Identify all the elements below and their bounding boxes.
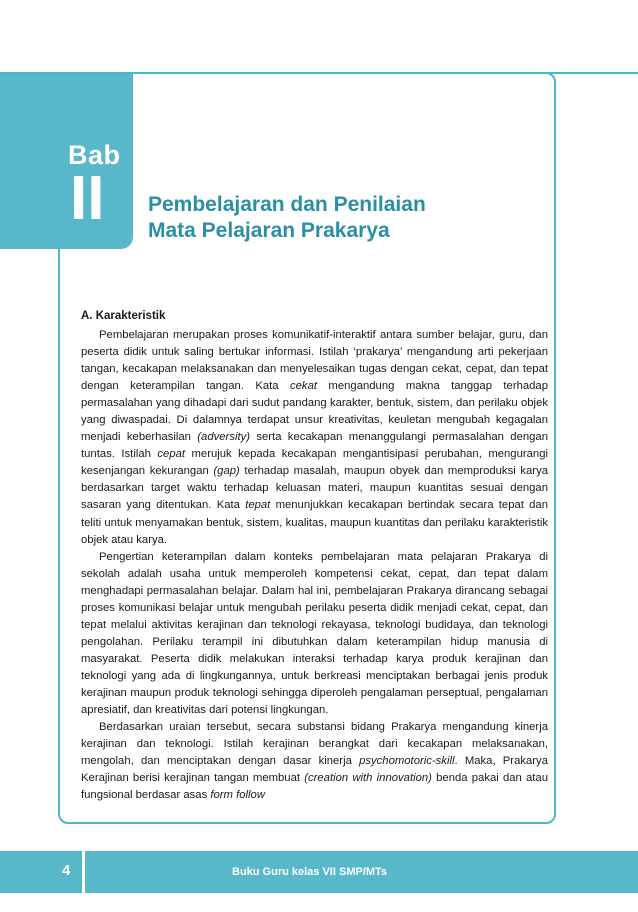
italic-term: cekat — [290, 380, 318, 393]
page-number: 4 — [62, 862, 71, 879]
paragraph — [81, 327, 548, 549]
italic-term: psychomotoric-skill — [359, 755, 455, 768]
chapter-title-line1: Pembelajaran dan Penilaian — [148, 193, 426, 216]
text-run: Pembelajaran merupakan proses komunikatif-interaktif antara sumber belajar, guru, dan peserta didik untuk saling bertukar informasi. Istilah ‘prakarya’ mengandung arti pekerjaan tangan, kecakapan melaksanakan dan menyelesaikan tugas dengan cekat, cepat, dan tepat dengan keterampilan tangan. Kata — [81, 329, 548, 393]
body-text — [81, 327, 548, 804]
italic-term: (gap) — [213, 465, 240, 478]
italic-term: (adversity) — [197, 431, 251, 444]
chapter-title-line2: Mata Pelajaran Prakarya — [148, 219, 390, 242]
italic-term: form follow — [210, 789, 265, 802]
text-run: . Maka, Prakarya Kerajinan berisi kerajinan tangan membuat — [81, 755, 548, 785]
chapter-number: II — [70, 164, 105, 233]
text-run: merujuk kepada kecakapan mengantisipasi perubahan, mengurangi kesenjangan kekurangan — [81, 448, 548, 478]
italic-term: tepat — [245, 499, 271, 512]
chapter-label: Bab — [68, 140, 121, 170]
text-run: terhadap masalah, maupun obyek dan memproduksi karya berdasarkan target waktu terhadap keluasan materi, maupun kuantitas sesuai dengan sasaran yang ditentukan. Kata — [81, 465, 548, 512]
text-run: Berdasarkan uraian tersebut, secara substansi bidang Prakarya mengandung kinerja kerajinan dan teknologi. Istilah kerajinan berangkat dari kecakapan melaksanakan, mengolah, dan menciptakan dengan dasar kinerja — [81, 721, 548, 768]
footer-divider — [82, 851, 85, 893]
text-run: serta kecakapan menanggulangi permasalahan dengan tuntas. Istilah — [81, 431, 548, 461]
italic-term: (creation with innovation) — [304, 772, 432, 785]
section-heading: A. Karakteristik — [81, 310, 166, 322]
text-run: mengandung makna tanggap terhadap permasalahan yang dihadapi dari sudut pandang karakter, bentuk, sistem, dan perilaku objek yang diwaspadai. Di dalamnya terdapat unsur kreativitas, keuletan mengubah kegagalan menjadi keberhasilan — [81, 380, 548, 444]
text-run: Pengertian keterampilan dalam konteks pembelajaran mata pelajaran Prakarya di sekolah adalah usaha untuk memperoleh kompetensi cekat, cepat, dan tepat dalam menghadapi permasalahan belajar. Dalam hal ini, pembelajaran Prakarya dirancang sebagai proses komunikasi belajar untuk mengubah perilaku peserta didik menjadi cekat, cepat, dan tepat melalui aktivitas kerajinan dan teknologi rekayasa, teknologi budidaya, dan teknologi pengolahan. Perilaku terampil ini dibutuhkan dalam keterampilan hidup manusia di masyarakat. Peserta didik melakukan interaksi terhadap karya produk kerajinan dan teknologi yang ada di lingkungannya, untuk berkreasi menciptakan berbagai jenis produk kerajinan maupun produk teknologi sehingga diperoleh pengalaman perseptual, pengalaman apresiatif, dan kreativitas dari potensi lingkungan. — [81, 550, 548, 717]
text-run: benda pakai dan atau fungsional berdasar asas — [81, 772, 548, 802]
paragraph — [81, 549, 548, 719]
paragraph — [81, 719, 548, 804]
italic-term: cepat — [157, 448, 186, 461]
book-title: Buku Guru kelas VII SMP/MTs — [232, 866, 388, 878]
text-run: menunjukkan kecakapan bertindak secara tepat dan teliti untuk menyamakan bentuk, sistem, kualitas, maupun kuantitas dan perilaku karakteristik objek atau karya. — [81, 499, 548, 546]
chapter-title — [148, 192, 426, 244]
